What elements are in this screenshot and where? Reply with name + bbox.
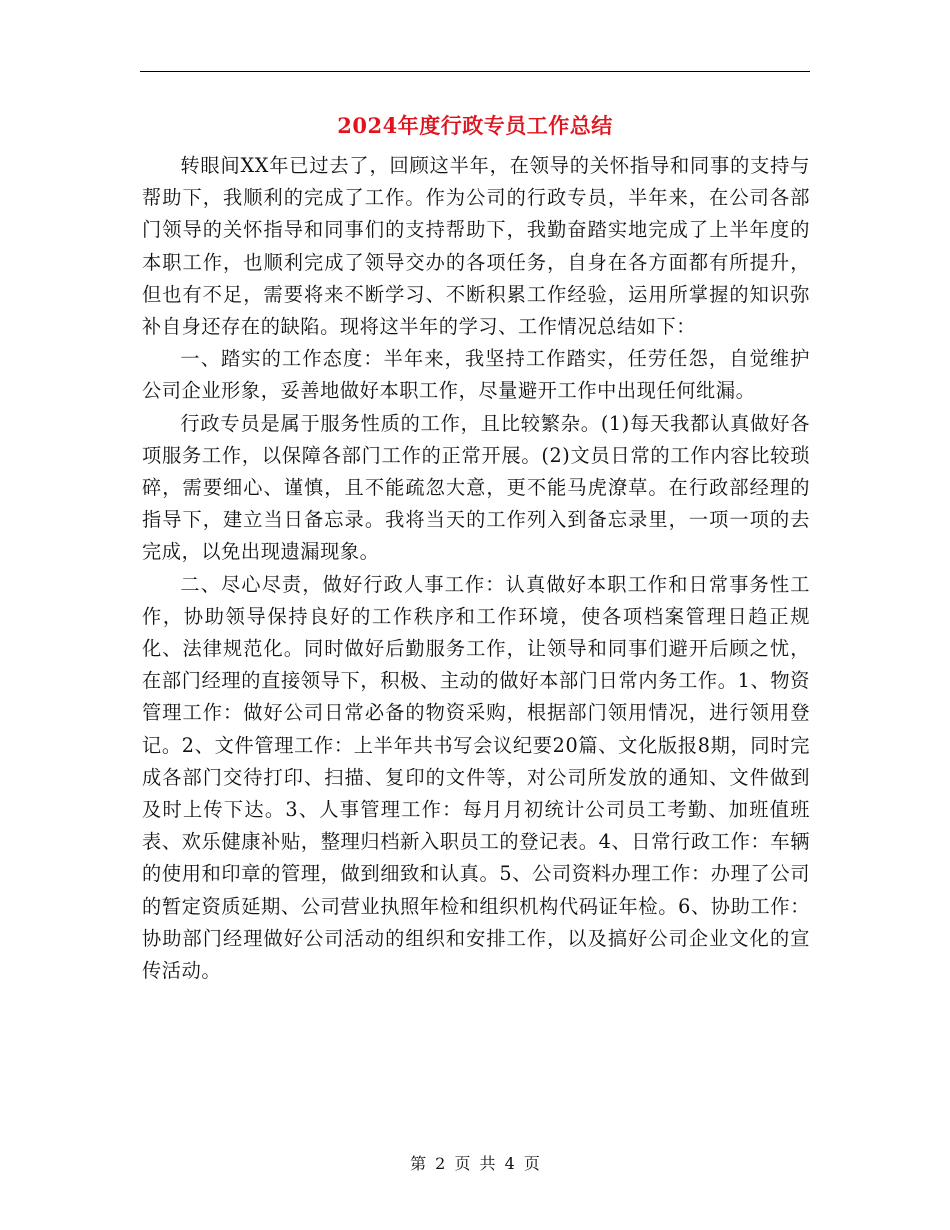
page-number-footer: 第 2 页 共 4 页 [410, 1154, 540, 1173]
header-rule [140, 71, 810, 72]
paragraph-work-attitude: 一、踏实的工作态度：半年来，我坚持工作踏实，任劳任怨，自觉维护公司企业形象，妥善地做好本职工作，尽量避开工作中出现任何纰漏。 [142, 347, 810, 403]
paragraph-admin-hr-work: 二、尽心尽责，做好行政人事工作：认真做好本职工作和日常事务性工作，协助领导保持良好的工作秩序和工作环境，使各项档案管理日趋正规化、法律规范化。同时做好后勤服务工作，让领导和同事们避开后顾之忧，在部门经理的直接领导下，积极、主动的做好本部门日常内务工作。1、物资管理工作：做好公司日常必备的物资采购，根据部门领用情况，进行领用登记。2、文件管理工作：上半年共书写会议纪要20篇、文化版报8期，同时完成各部门交待打印、扫描、复印的文件等，对公司所发放的通知、文件做到及时上传下达。3、人事管理工作：每月月初统计公司员工考勤、加班值班表、欢乐健康补贴，整理归档新入职员工的登记表。4、日常行政工作：车辆的使用和印章的管理，做到细致和认真。5、公司资料办理工作：办理了公司的暂定资质延期、公司营业执照年检和组织机构代码证年检。6、协助工作：协助部门经理做好公司活动的组织和安排工作，以及搞好公司企业文化的宣传活动。 [142, 572, 810, 983]
document-body [142, 150, 810, 987]
document-title: 2024年度行政专员工作总结 [337, 113, 613, 138]
paragraph-intro: 转眼间XX年已过去了，回顾这半年，在领导的关怀指导和同事的支持与帮助下，我顺利的完成了工作。作为公司的行政专员，半年来，在公司各部门领导的关怀指导和同事们的支持帮助下，我勤奋踏实地完成了上半年度的本职工作，也顺利完成了领导交办的各项任务，自身在各方面都有所提升，但也有不足，需要将来不断学习、不断积累工作经验，运用所掌握的知识弥补自身还存在的缺陷。现将这半年的学习、工作情况总结如下： [142, 154, 810, 339]
paragraph-service-work: 行政专员是属于服务性质的工作，且比较繁杂。(1)每天我都认真做好各项服务工作，以保障各部门工作的正常开展。(2)文员日常的工作内容比较琐碎，需要细心、谨慎，且不能疏忽大意，更不能马虎潦草。在行政部经理的指导下，建立当日备忘录。我将当天的工作列入到备忘录里，一项一项的去完成，以免出现遗漏现象。 [142, 411, 810, 564]
